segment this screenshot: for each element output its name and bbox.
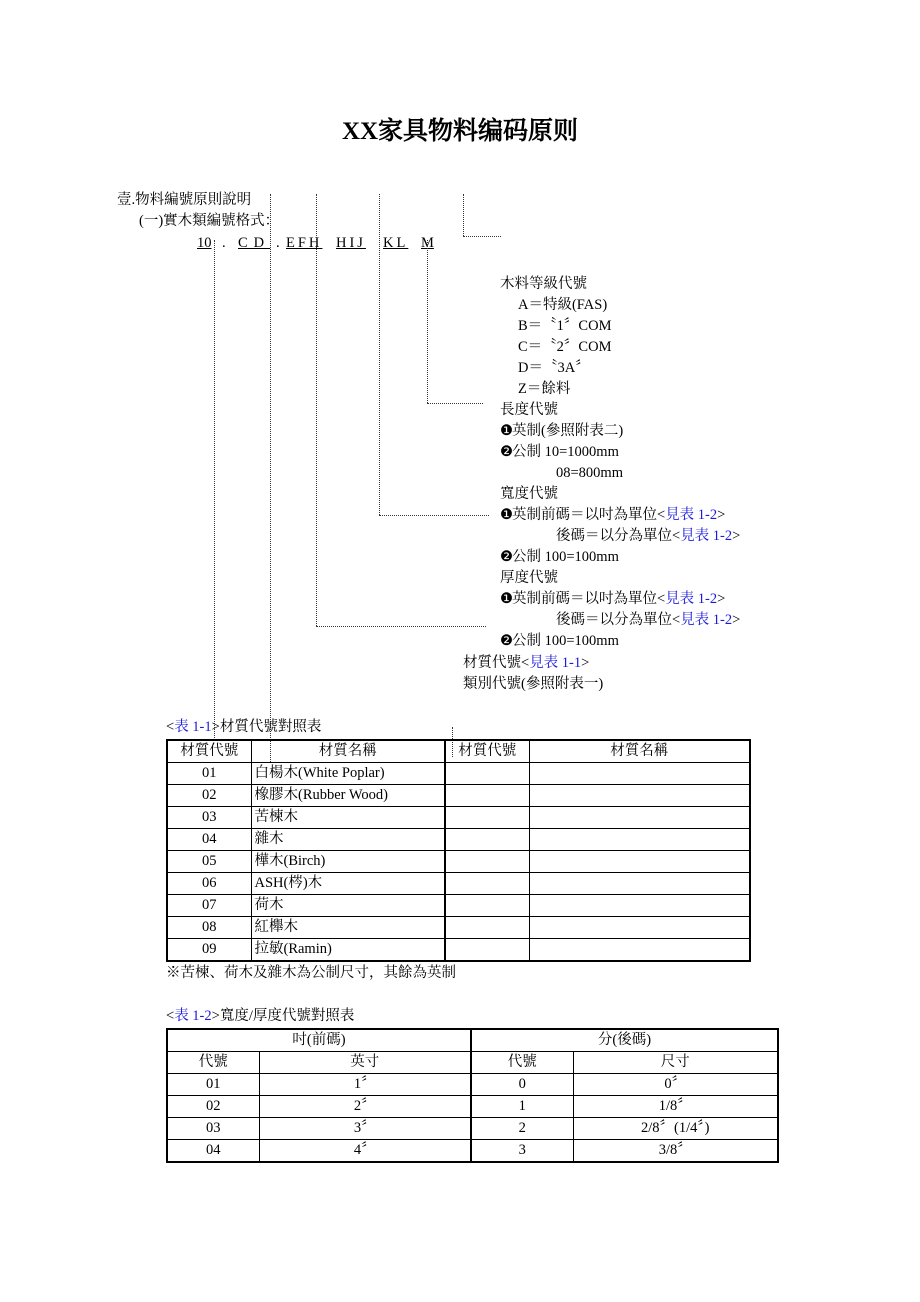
table-cell: 04 xyxy=(167,1140,259,1163)
table-row xyxy=(167,1096,778,1118)
table-group-header: 吋(前碼) xyxy=(167,1029,471,1052)
grade-item: D＝〝3A〞 xyxy=(518,360,590,376)
table-cell: 03 xyxy=(167,1118,259,1140)
format-code-material: CD xyxy=(238,235,271,251)
table-group-header: 分(後碼) xyxy=(471,1029,778,1052)
connector-width-v xyxy=(379,194,380,515)
table-cell xyxy=(445,851,529,873)
connector-length-h xyxy=(427,403,483,404)
table-1-2-caption: <表 1-2>寬度/厚度代號對照表 xyxy=(166,1008,355,1024)
table-header: 代號 xyxy=(167,1052,259,1074)
length-imperial: ❶英制(參照附表二) xyxy=(500,423,624,439)
table-row xyxy=(167,939,750,962)
size-code-table xyxy=(166,1028,779,1163)
width-imperial: ❶英制前碼＝以吋為單位<見表 1-2> xyxy=(500,507,726,523)
table-cell: 4〞 xyxy=(259,1140,471,1163)
connector-thickness-h xyxy=(316,626,486,627)
table-cell: 08 xyxy=(167,917,251,939)
thickness-back: 後碼＝以分為單位<見表 1-2> xyxy=(556,612,741,628)
section-heading: 壹.物料編號原則說明 xyxy=(117,192,252,208)
thickness-metric: ❷公制 100=100mm xyxy=(500,633,619,649)
table-1-1-note: ※苦楝、荷木及雜木為公制尺寸，其餘為英制 xyxy=(166,965,456,981)
table-1-1-caption: <表 1-1>材質代號對照表 xyxy=(166,719,322,735)
table-cell: 04 xyxy=(167,829,251,851)
material-link[interactable]: 見表 1-1 xyxy=(529,655,582,671)
table-cell xyxy=(529,785,750,807)
width-metric: ❷公制 100=100mm xyxy=(500,549,619,565)
format-code-prefix: 10 xyxy=(197,235,212,251)
table-cell xyxy=(445,785,529,807)
table-cell: 紅櫸木 xyxy=(251,917,445,939)
table-row xyxy=(167,851,750,873)
table-header: 材質代號 xyxy=(167,740,251,763)
table-cell xyxy=(529,873,750,895)
table-cell xyxy=(445,829,529,851)
table-cell xyxy=(529,939,750,962)
length-metric-example: 08=800mm xyxy=(556,465,623,481)
table-cell xyxy=(529,895,750,917)
table-header: 材質代號 xyxy=(445,740,529,763)
format-code-grade: M xyxy=(421,235,434,251)
table-cell: ASH(梣)木 xyxy=(251,873,445,895)
bullet-1-icon: ❶ xyxy=(500,507,513,523)
width-imperial-link[interactable]: 見表 1-2 xyxy=(665,507,718,523)
format-code-dot-2: . xyxy=(276,235,280,251)
thickness-imperial-link[interactable]: 見表 1-2 xyxy=(665,591,718,607)
table-cell: 1 xyxy=(471,1096,573,1118)
connector-thickness-v xyxy=(316,194,317,626)
table-cell xyxy=(445,763,529,785)
table-cell: 2〞 xyxy=(259,1096,471,1118)
thickness-back-link[interactable]: 見表 1-2 xyxy=(680,612,733,628)
table-cell xyxy=(529,829,750,851)
table-row xyxy=(167,917,750,939)
table-row xyxy=(167,873,750,895)
table-cell xyxy=(445,939,529,962)
table-cell: 01 xyxy=(167,763,251,785)
table-row xyxy=(167,785,750,807)
table-cell: 03 xyxy=(167,807,251,829)
connector-width-h xyxy=(379,515,489,516)
table-cell: 雜木 xyxy=(251,829,445,851)
table-cell xyxy=(445,873,529,895)
table-cell: 09 xyxy=(167,939,251,962)
table-header: 代號 xyxy=(471,1052,573,1074)
width-back-link[interactable]: 見表 1-2 xyxy=(680,528,733,544)
table-row xyxy=(167,1140,778,1163)
table-cell: 0〞 xyxy=(573,1074,778,1096)
thickness-label: 厚度代號 xyxy=(500,570,558,586)
table-cell: 06 xyxy=(167,873,251,895)
connector-category-v xyxy=(214,240,215,740)
table-cell: 01 xyxy=(167,1074,259,1096)
table-cell: 橡膠木(Rubber Wood) xyxy=(251,785,445,807)
table-cell: 樺木(Birch) xyxy=(251,851,445,873)
table-header-row xyxy=(167,1052,778,1074)
table-1-2-link[interactable]: 表 1-2 xyxy=(174,1008,212,1024)
table-cell xyxy=(445,807,529,829)
thickness-imperial: ❶英制前碼＝以吋為單位<見表 1-2> xyxy=(500,591,726,607)
table-cell: 05 xyxy=(167,851,251,873)
table-cell: 拉敏(Ramin) xyxy=(251,939,445,962)
table-row xyxy=(167,1118,778,1140)
table-cell: 3 xyxy=(471,1140,573,1163)
table-cell: 白楊木(White Poplar) xyxy=(251,763,445,785)
format-code-thickness: EFH xyxy=(286,235,323,251)
table-cell xyxy=(529,763,750,785)
table-cell xyxy=(529,917,750,939)
table-header: 材質名稱 xyxy=(529,740,750,763)
width-back: 後碼＝以分為單位<見表 1-2> xyxy=(556,528,741,544)
table-row xyxy=(167,763,750,785)
table-header: 英寸 xyxy=(259,1052,471,1074)
bullet-2-icon: ❷ xyxy=(500,444,513,460)
format-code-length: KL xyxy=(383,235,409,251)
material-code-label: 材質代號<見表 1-1> xyxy=(463,655,590,671)
table-header: 材質名稱 xyxy=(251,740,445,763)
table-cell: 2/8〞(1/4〞) xyxy=(573,1118,778,1140)
table-cell: 2 xyxy=(471,1118,573,1140)
grade-item: C＝〝2〞COM xyxy=(518,339,612,355)
grade-item: A＝特級(FAS) xyxy=(518,297,608,313)
format-code-width: HIJ xyxy=(336,235,366,251)
bullet-1-icon: ❶ xyxy=(500,591,513,607)
table-cell xyxy=(445,895,529,917)
category-code-label: 類別代號(參照附表一) xyxy=(463,676,604,692)
table-header-row xyxy=(167,740,750,763)
table-cell: 苦楝木 xyxy=(251,807,445,829)
material-code-table xyxy=(166,739,751,962)
table-cell: 0 xyxy=(471,1074,573,1096)
table-cell: 07 xyxy=(167,895,251,917)
table-cell xyxy=(529,807,750,829)
connector-grade-h xyxy=(463,236,501,237)
bullet-2-icon: ❷ xyxy=(500,549,513,565)
connector-material-v xyxy=(270,194,271,762)
table-cell: 3〞 xyxy=(259,1118,471,1140)
section-subheading: (一)實木類編號格式： xyxy=(139,213,280,229)
table-group-header-row xyxy=(167,1029,778,1052)
table-cell: 02 xyxy=(167,785,251,807)
table-cell: 02 xyxy=(167,1096,259,1118)
grade-item: Z＝餘料 xyxy=(518,381,571,397)
bullet-2-icon: ❷ xyxy=(500,633,513,649)
length-metric: ❷公制 10=1000mm xyxy=(500,444,619,460)
table-1-1-link[interactable]: 表 1-1 xyxy=(174,719,212,735)
page-title: XX家具物料编码原则 xyxy=(341,118,579,145)
table-row xyxy=(167,1074,778,1096)
grade-label: 木料等級代號 xyxy=(500,276,587,292)
table-cell xyxy=(445,917,529,939)
connector-length-v xyxy=(427,240,428,403)
grade-item: B＝〝1〞COM xyxy=(518,318,612,334)
table-cell xyxy=(529,851,750,873)
table-cell: 1〞 xyxy=(259,1074,471,1096)
width-label: 寬度代號 xyxy=(500,486,558,502)
table-header: 尺寸 xyxy=(573,1052,778,1074)
table-row xyxy=(167,807,750,829)
bullet-1-icon: ❶ xyxy=(500,423,513,439)
table-row xyxy=(167,895,750,917)
table-cell: 3/8〞 xyxy=(573,1140,778,1163)
length-label: 長度代號 xyxy=(500,402,558,418)
connector-grade-v xyxy=(463,194,464,236)
table-cell: 1/8〞 xyxy=(573,1096,778,1118)
table-row xyxy=(167,829,750,851)
format-code-dot-1: . xyxy=(222,235,226,251)
table-cell: 荷木 xyxy=(251,895,445,917)
